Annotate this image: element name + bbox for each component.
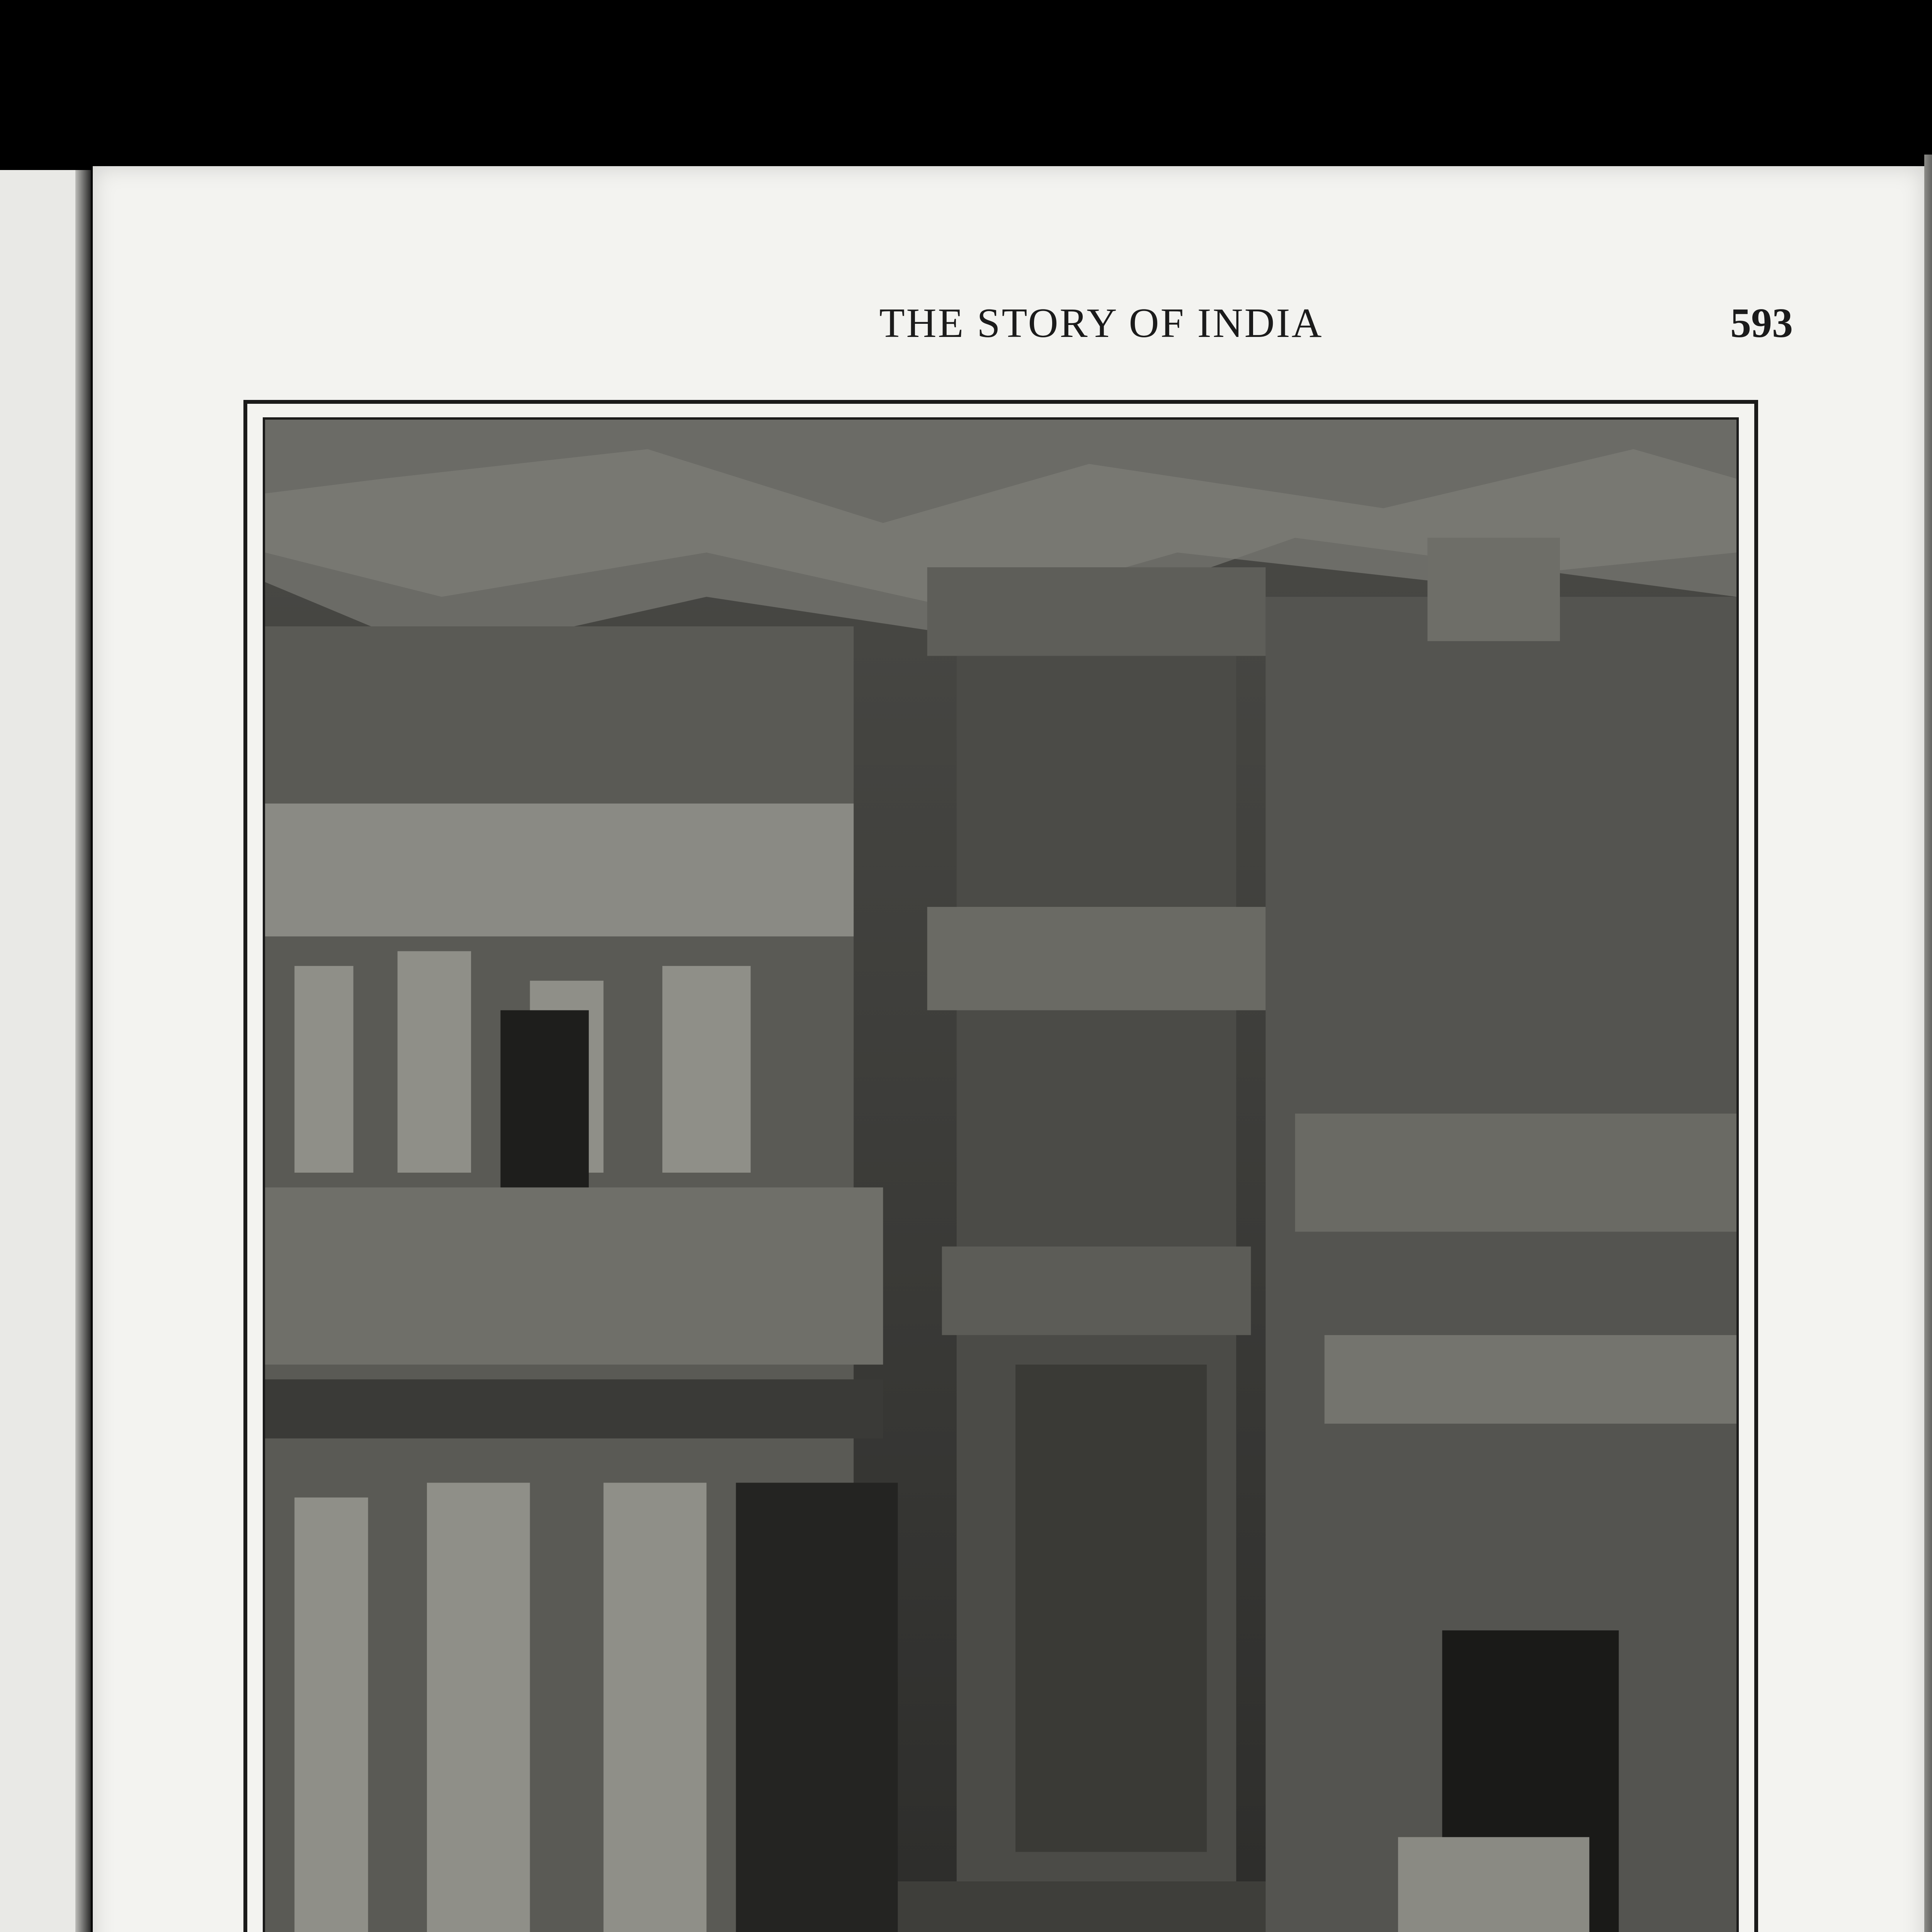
- gutter-shadow: [75, 170, 91, 1932]
- page-right-edge: [1924, 155, 1932, 1932]
- temple-photograph: [263, 417, 1739, 1932]
- page-number: 593: [1730, 300, 1793, 346]
- running-head: THE STORY OF INDIA: [879, 300, 1323, 346]
- temple-photo-illustration: [265, 420, 1736, 1932]
